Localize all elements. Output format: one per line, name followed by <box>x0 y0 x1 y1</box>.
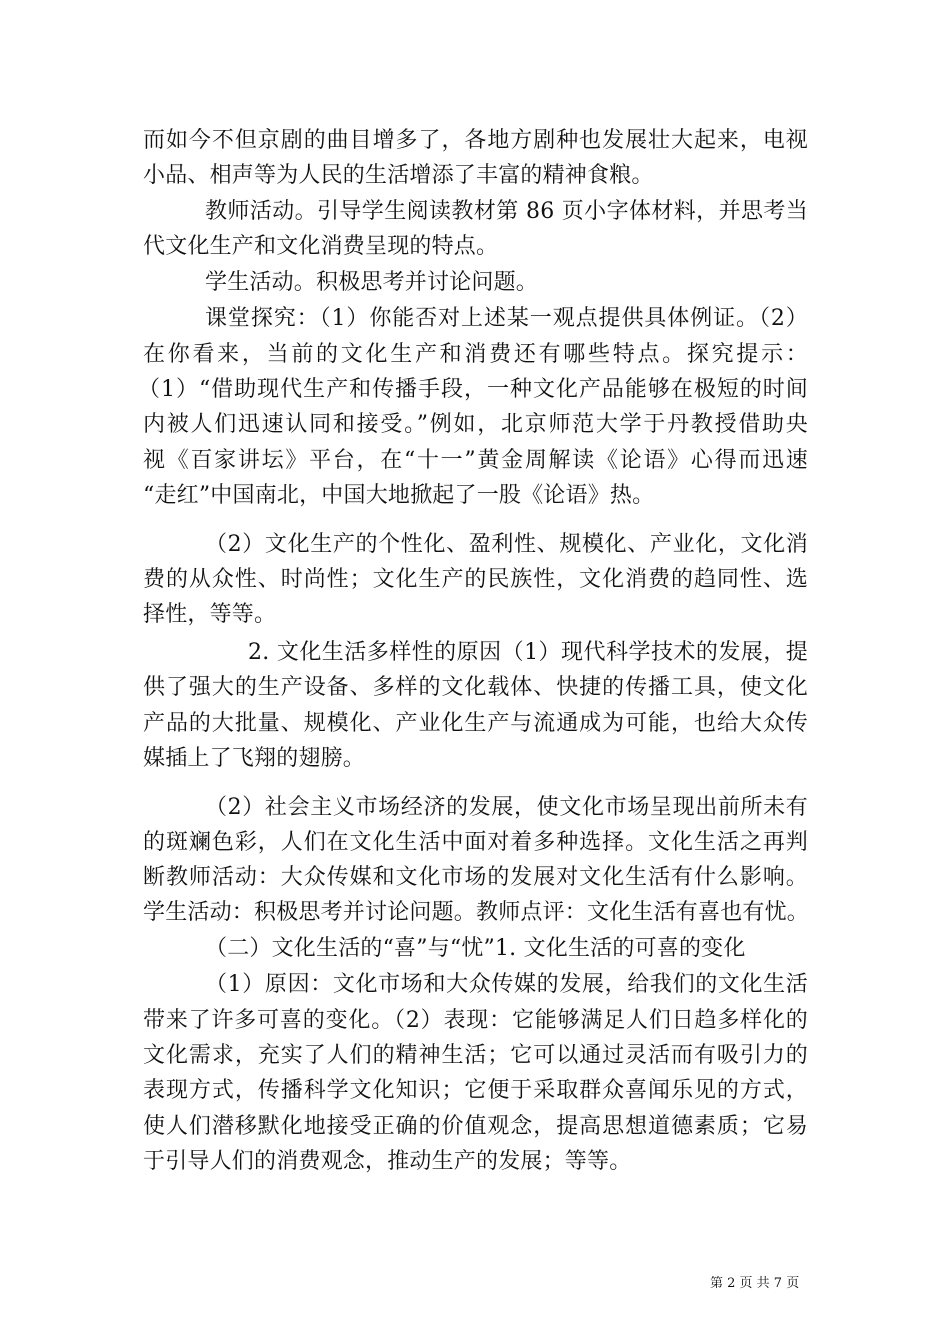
text-line: 使人们潜移默化地接受正确的价值观念，提高思想道德素质；它易 <box>143 1114 808 1139</box>
text-line: 小品、相声等为人民的生活增添了丰富的精神食粮。 <box>143 163 654 188</box>
text-line: 视《百家讲坛》平台，在“十一”黄金周解读《论语》心得而迅速 <box>143 448 808 473</box>
text-line: 的斑斓色彩，人们在文化生活中面对着多种选择。文化生活之再判 <box>143 830 808 855</box>
text-line: 表现方式，传播科学文化知识；它便于采取群众喜闻乐见的方式， <box>143 1078 808 1103</box>
text-line: 于引导人们的消费观念，推动生产的发展；等等。 <box>143 1149 632 1174</box>
text-line: 而如今不但京剧的曲目增多了，各地方剧种也发展壮大起来，电视 <box>143 128 808 153</box>
text-line: 媒插上了飞翔的翅膀。 <box>143 746 366 771</box>
text-line: （二）文化生活的“喜”与“忧”1. 文化生活的可喜的变化 <box>205 936 746 961</box>
text-line: 供了强大的生产设备、多样的文化载体、快捷的传播工具，使文化 <box>143 675 808 700</box>
text-line: （2）文化生产的个性化、盈利性、规模化、产业化，文化消 <box>205 532 808 557</box>
text-line: 断教师活动：大众传媒和文化市场的发展对文化生活有什么影响。 <box>143 865 808 890</box>
text-line: 产品的大批量、规模化、产业化生产与流通成为可能，也给大众传 <box>143 711 808 736</box>
text-line: 2. 文化生活多样性的原因（1）现代科学技术的发展，提 <box>248 640 808 665</box>
text-line: 教师活动。引导学生阅读教材第 86 页小字体材料，并思考当 <box>205 199 808 224</box>
text-line: 代文化生产和文化消费呈现的特点。 <box>143 234 499 259</box>
text-line: （1）“借助现代生产和传播手段，一种文化产品能够在极短的时间 <box>138 377 808 402</box>
text-line: 课堂探究：（1）你能否对上述某一观点提供具体例证。（2） <box>205 306 808 331</box>
text-line: 文化需求，充实了人们的精神生活；它可以通过灵活而有吸引力的 <box>143 1043 808 1068</box>
text-line: 费的从众性、时尚性；文化生产的民族性，文化消费的趋同性、选 <box>143 567 808 592</box>
text-line: “走红”中国南北，中国大地掀起了一股《论语》热。 <box>143 483 655 508</box>
text-line: 择性，等等。 <box>143 602 277 627</box>
page-number: 第 2 页 共 7 页 <box>710 1276 800 1291</box>
text-line: 带来了许多可喜的变化。（2）表现：它能够满足人们日趋多样化的 <box>143 1008 808 1033</box>
text-line: 在你看来，当前的文化生产和消费还有哪些特点。探究提示： <box>143 342 808 367</box>
text-line: （1）原因：文化市场和大众传媒的发展，给我们的文化生活 <box>205 972 808 997</box>
text-line: 学生活动。积极思考并讨论问题。 <box>205 270 539 295</box>
text-line: 内被人们迅速认同和接受。”例如，北京师范大学于丹教授借助央 <box>143 412 808 437</box>
text-line: （2）社会主义市场经济的发展，使文化市场呈现出前所未有 <box>205 795 808 820</box>
text-line: 学生活动：积极思考并讨论问题。教师点评：文化生活有喜也有忧。 <box>143 900 810 925</box>
